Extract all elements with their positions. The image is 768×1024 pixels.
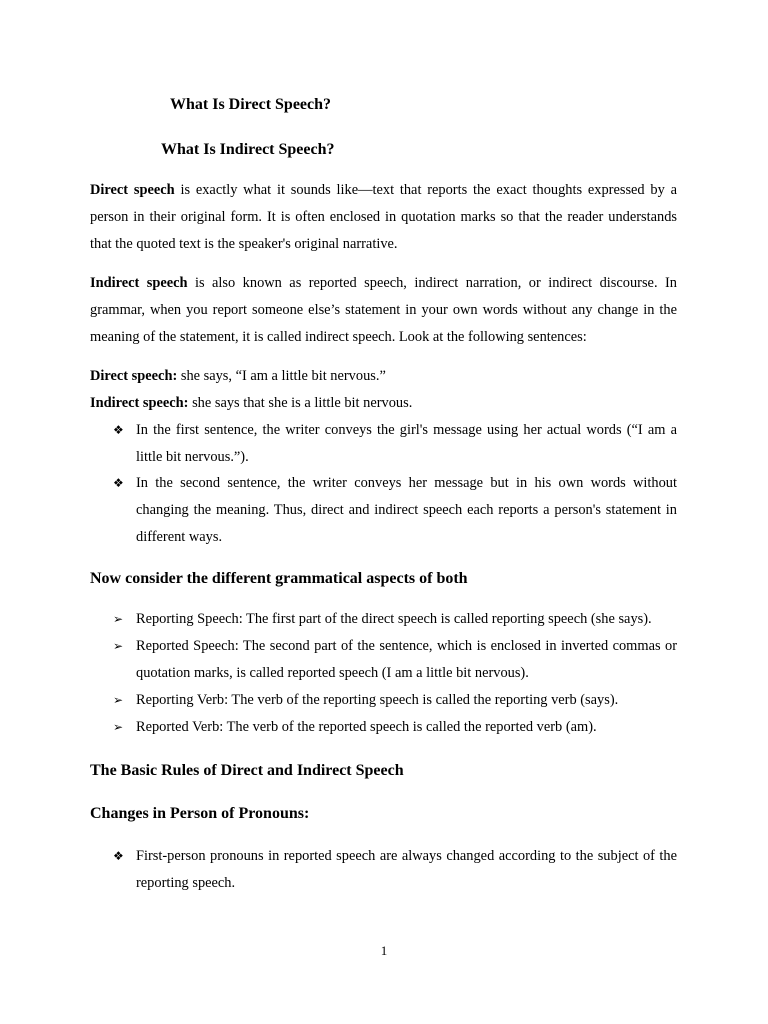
paragraph-indirect-speech-text: is also known as reported speech, indirect narration, or indirect discourse. In grammar, when you report someone else’s statement in your own words without any change in the meaning of the statement, it is called indirect speech. Look at the following sentences: — [90, 275, 677, 345]
list-item — [113, 606, 677, 633]
diamond-bullet-icon: ❖ — [113, 476, 124, 490]
example-direct-label: Direct speech: — [90, 368, 178, 384]
example-indirect-text: she says that she is a little bit nervous. — [188, 395, 413, 411]
list-item-text: Reported Speech: The second part of the sentence, which is enclosed in inverted commas or quotation marks, is called reported speech (I am a little bit nervous). — [136, 638, 677, 681]
heading-basic-rules: The Basic Rules of Direct and Indirect Speech — [90, 762, 404, 779]
paragraph-direct-speech — [90, 177, 677, 258]
list-item-text: Reporting Speech: The first part of the direct speech is called reporting speech (she says). — [136, 611, 652, 627]
list-item-text: Reported Verb: The verb of the reported speech is called the reported verb (am). — [136, 719, 597, 735]
diamond-bullet-icon: ❖ — [113, 423, 124, 437]
list-item-text: In the first sentence, the writer conveys the girl's message using her actual words (“I am a little bit nervous.”). — [136, 422, 677, 465]
list-item — [113, 687, 677, 714]
list-item — [113, 470, 677, 551]
page-number: 1 — [380, 943, 388, 958]
list-item — [113, 633, 677, 687]
arrow-bullet-icon: ➢ — [113, 720, 124, 734]
term-indirect-speech: Indirect speech — [90, 275, 188, 291]
heading-person-pronouns: Changes in Person of Pronouns: — [90, 805, 310, 822]
list-item — [113, 843, 677, 897]
list-item — [113, 417, 677, 471]
arrow-bullet-icon: ➢ — [113, 612, 124, 626]
paragraph-direct-speech-text: is exactly what it sounds like—text that reports the exact thoughts expressed by a person in their original form. It is often enclosed in quotation marks so that the reader understands that the quoted text is the speaker's original narrative. — [90, 182, 677, 252]
arrow-bullet-icon: ➢ — [113, 639, 124, 653]
term-direct-speech: Direct speech — [90, 182, 175, 198]
paragraph-indirect-speech — [90, 270, 677, 351]
list-item-text: Reporting Verb: The verb of the reporting speech is called the reporting verb (says). — [136, 692, 619, 708]
list-item — [113, 714, 677, 741]
list-item-text: First-person pronouns in reported speech are always changed according to the subject of the reporting speech. — [136, 848, 677, 891]
example-direct — [90, 363, 386, 390]
title-direct-speech: What Is Direct Speech? — [170, 96, 332, 113]
example-indirect-label: Indirect speech: — [90, 395, 189, 411]
example-indirect — [90, 390, 412, 417]
example-direct-text: she says, “I am a little bit nervous.” — [177, 368, 386, 384]
diamond-bullet-icon: ❖ — [113, 849, 124, 863]
title-indirect-speech: What Is Indirect Speech? — [161, 141, 335, 158]
list-item-text: In the second sentence, the writer conveys her message but in his own words without changing the meaning. Thus, direct and indirect speech each reports a person's statement in different ways. — [136, 475, 677, 545]
arrow-bullet-icon: ➢ — [113, 693, 124, 707]
heading-grammatical-aspects: Now consider the different grammatical aspects of both — [90, 570, 468, 587]
